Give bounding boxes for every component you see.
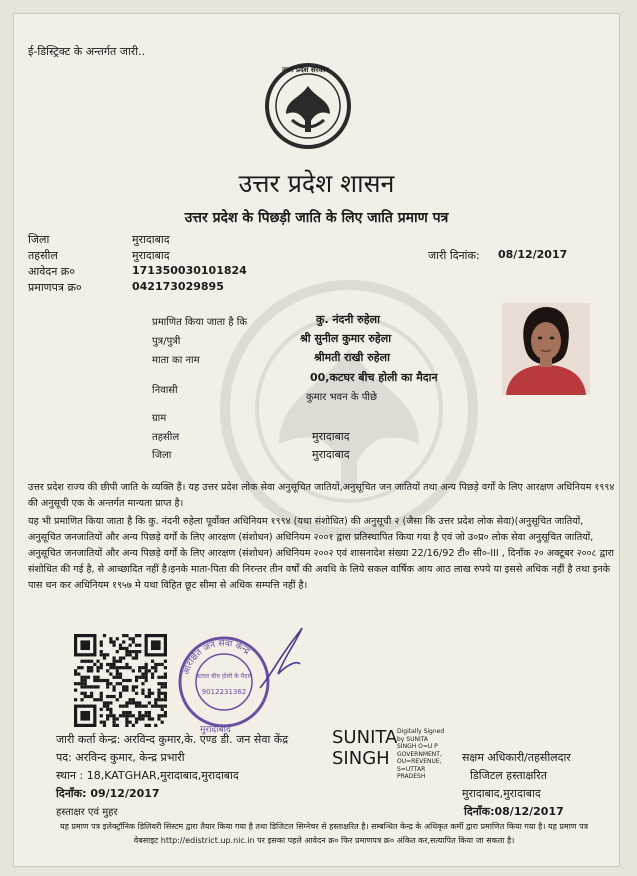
detail-tehsil-value: मुरादाबाद [312,430,350,443]
seal-phone: 9012231362 [201,688,247,696]
issuer-sign-label: हस्ताक्षर एवं मुहर [56,807,118,818]
issuer-place: स्थान : 18,KATGHAR,मुरादाबाद,मुरादाबाद [56,769,239,782]
certificate-number-label: प्रमाणपत्र क्र० [28,281,82,294]
signature-icon [256,624,306,694]
seal-ring-text: आरक्षित जन सेवा केन्द्र [181,638,252,677]
detail-district-value: मुरादाबाद [312,448,350,461]
certificate-number-value: 042173029895 [132,280,224,293]
officer-place: मुरादाबाद,मुरादाबाद [462,787,541,800]
seal-below-text: मुरादाबाद [200,725,231,735]
issue-date-value: 08/12/2017 [498,248,568,261]
ds-line: S=UTTAR [397,765,426,773]
ds-line: by SUNITA [397,735,429,743]
detail-tehsil-label: तहसील [152,432,180,443]
up-government-emblem-icon [264,62,352,152]
seal-center-text: कटघर बीच होली के मैदान [195,673,253,680]
address-line1: 00,कटघर बीच होली का मैदान [310,371,438,384]
father-name: श्री सुनील कुमार रुहेला [300,332,392,345]
ds-line: PRADESH [397,773,426,780]
competent-officer: सक्षम अधिकारी/तहसीलदार [462,751,571,764]
verification-footnote: यह प्रमाण पत्र इलेक्ट्रॉनिक डिलिवरी सिस्टम द्वारा तैयार किया गया है तथा डिजिटल सिग्नेचर से हस्ताक्षरित है। सम्बन्धित केन्द्र के अधिकृत कर्मी द्वारा प्रमाणित किया गया है। यह प्रमाण पत्र वेबसाइट http://edistrict.up.nic.in पर इसका पहले आवेदन क्र० फिर प्रमाणपत्र क्र० अंकित कर,सत्यापित किया जा सकता है। [59,822,589,845]
top-note: ई-डिस्ट्रिक्ट के अन्तर्गत जारी.. [28,45,146,58]
district-label: जिला [28,233,50,246]
digital-signature-details [397,728,444,781]
ds-line: Digitally Signed [397,728,445,735]
issue-date-label: जारी दिनांक: [428,249,480,262]
qr-code-icon [74,634,167,727]
applicant-photo [502,303,590,395]
emblem-text: उत्तर प्रदेश सरकार [282,66,329,74]
caste-statement-paragraph: उत्तर प्रदेश राज्य की छीपी जाति के व्यक्ति हैं। यह उत्तर प्रदेश लोक सेवा अनुसूचित जातियों,अनुसूचित जन जातियों तथा अन्य पिछड़े वर्गों के लिए आरक्षण अधिनियम १९९४ की अनुसूची एक के अन्तर्गत मान्यता प्राप्त है। [28,482,615,509]
officer-date: दिनाँक:08/12/2017 [464,805,564,818]
digital-signer-name-line1: SUNITA [332,727,398,748]
issuer-date: दिनाँक: 09/12/2017 [56,787,160,800]
application-number-label: आवेदन क्र० [28,265,75,278]
tehsil-value: मुरादाबाद [132,249,170,262]
digitally-signed-label: डिजिटल हस्ताक्षरित [470,769,547,782]
certificate-sheet [14,14,619,866]
ds-line: SINGH O=U P [397,743,438,750]
holder-name: कु. नंदनी रुहेला [316,313,380,326]
resident-label: निवासी [152,385,178,396]
certify-label: प्रमाणित किया जाता है कि [152,317,248,328]
digital-signer-name-line2: SINGH [332,748,390,769]
tehsil-label: तहसील [28,249,58,262]
mother-label: माता का नाम [152,355,200,366]
mother-name: श्रीमती राखी रुहेला [314,351,390,364]
ds-line: GOVERNMENT, [397,750,442,758]
issuing-centre: जारी कर्ता केन्द्र: अरविन्द कुमार,के. एण्ड डी. जन सेवा केंद्र [56,733,289,746]
address-line2: कुमार भवन के पीछे [306,392,377,403]
page-subtitle: उत्तर प्रदेश के पिछड़ी जाति के लिए जाति प्रमाण पत्र [184,210,449,226]
ds-line: OU=REVENUE, [397,758,442,765]
svg-text:आरक्षित जन सेवा केन्द्र [182,637,252,676]
village-label: ग्राम [152,413,167,424]
detail-district-label: जिला [152,450,172,461]
application-number-value: 171350030101824 [132,264,247,277]
page-title: उत्तर प्रदेश शासन [238,169,395,198]
child-of-label: पुत्र/पुत्री [152,336,181,347]
certification-paragraph: यह भी प्रमाणित किया जाता है कि कु. नंदनी रुहेला पूर्वोक्त अधिनियम १९९४ (यथा संशोधित) की अनुसूची २ (जैसा कि उत्तर प्रदेश लोक सेवा)(अनुसूचित जातियों, अनुसूचित जनजातियों और अन्य पिछड़े वर्गों के लिए आरक्षण (संशोधन) अधिनियम २००१ द्वारा प्रतिस्थापित किया गया है एवं जो उ०प्र० लोक सेवा अनुसूचित जातियों, अनुसूचित जनजातियों और अन्य पिछड़े वर्गों के लिए आरक्षण (संशोधन) अधिनियम २००२ एवं शासनादेश संख्या 22/16/92 टी० सी०-III , दिनाँक २० अक्टूबर २००८ द्वारा संशोधित की गई है, से आच्छादित नहीं है।इनके माता-पिता की निरन्तर तीन वर्षों की अवधि के लिये सकल वार्षिक आय आठ लाख रुपये या इससे अधिक नहीं है तथा इनके पास धन कर अधिनियम १९५७ मे यथा विहित छूट सीमा से अधिक सम्पत्ति नहीं है। [28,516,614,591]
district-value: मुरादाबाद [132,233,170,246]
issuer-designation: पद: अरविन्द कुमार, केन्द्र प्रभारी [56,751,185,764]
